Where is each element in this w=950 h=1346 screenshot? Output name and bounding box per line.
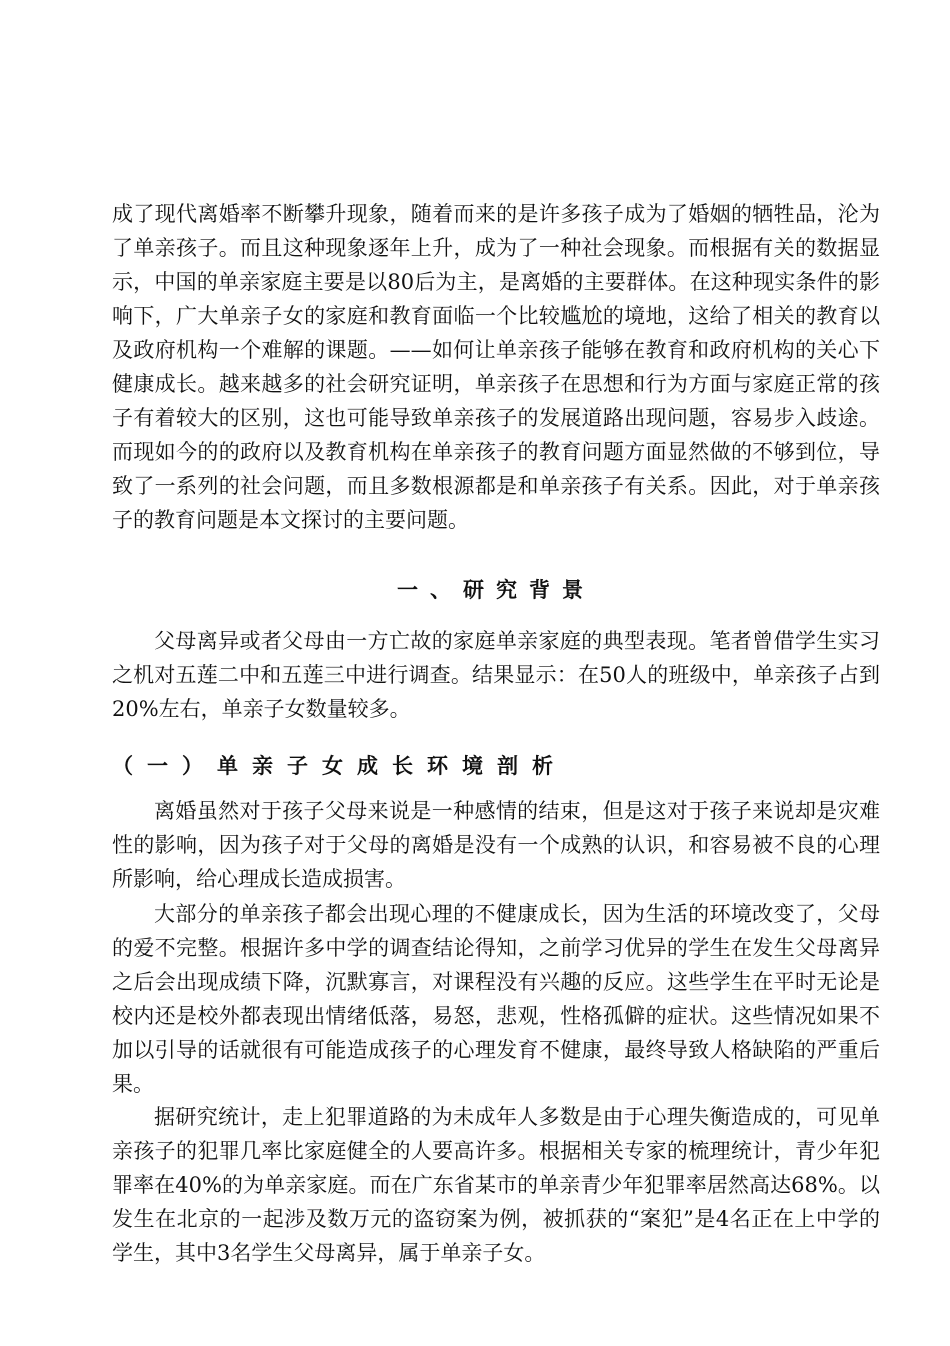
growth-environment-paragraph-2: 大部分的单亲孩子都会出现心理的不健康成长，因为生活的环境改变了，父母的爱不完整。根据许多中学的调查结论得知，之前学习优异的学生在发生父母离异之后会出现成绩下降，沉默寡言，对课程没有兴趣的反应。这些学生在平时无论是校内还是校外都表现出情绪低落，易怒，悲观，性格孤僻的症状。这些情况如果不加以引导的话就很有可能造成孩子的心理发育不健康，最终导致人格缺陷的严重后果。 [112,902,880,1096]
section-heading-research-background: 一、研究背景 [397,578,595,602]
subsection-heading-growth-environment: （一）单亲子女成长环境剖析 [112,754,567,778]
research-background-paragraph: 父母离异或者父母由一方亡故的家庭单亲家庭的典型表现。笔者曾借学生实习之机对五莲二中和五莲三中进行调查。结果显示：在50人的班级中，单亲孩子占到20%左右，单亲子女数量较多。 [112,629,880,721]
growth-environment-paragraph-1: 离婚虽然对于孩子父母来说是一种感情的结束，但是这对于孩子来说却是灾难性的影响，因为孩子对于父母的离婚是没有一个成熟的认识，和容易被不良的心理所影响，给心理成长造成损害。 [112,799,880,891]
document-page [112,0,880,1346]
growth-environment-paragraph-3: 据研究统计，走上犯罪道路的为未成年人多数是由于心理失衡造成的，可见单亲孩子的犯罪几率比家庭健全的人要高许多。根据相关专家的梳理统计，青少年犯罪率在40%的为单亲家庭。而在广东省某市的单亲青少年犯罪率居然高达68%。以发生在北京的一起涉及数万元的盗窃案为例，被抓获的“案犯”是4名正在上中学的学生，其中3名学生父母离异，属于单亲子女。 [112,1105,880,1265]
intro-paragraph: 成了现代离婚率不断攀升现象，随着而来的是许多孩子成为了婚姻的牺牲品，沦为了单亲孩子。而且这种现象逐年上升，成为了一种社会现象。而根据有关的数据显示，中国的单亲家庭主要是以80后为主，是离婚的主要群体。在这种现实条件的影响下，广大单亲子女的家庭和教育面临一个比较尴尬的境地，这给了相关的教育以及政府机构一个难解的课题。——如何让单亲孩子能够在教育和政府机构的关心下健康成长。越来越多的社会研究证明，单亲孩子在思想和行为方面与家庭正常的孩子有着较大的区别，这也可能导致单亲孩子的发展道路出现问题，容易步入歧途。而现如今的的政府以及教育机构在单亲孩子的教育问题方面显然做的不够到位，导致了一系列的社会问题，而且多数根源都是和单亲孩子有关系。因此，对于单亲孩子的教育问题是本文探讨的主要问题。 [112,202,880,532]
